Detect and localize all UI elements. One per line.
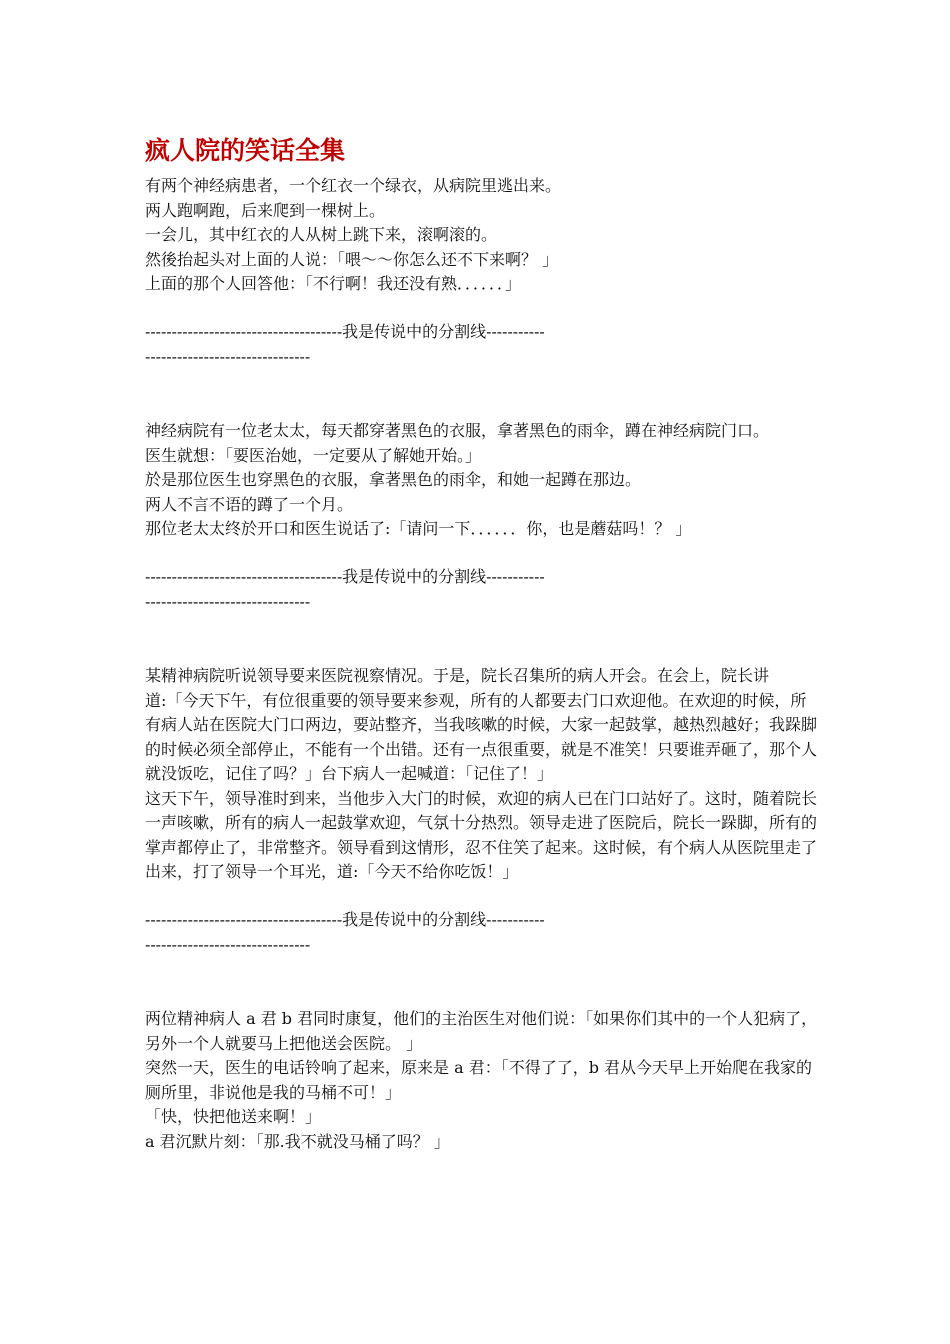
paragraph: 这天下午，领导准时到来，当他步入大门的时候，欢迎的病人已在门口站好了。这时，随着院长一声咳嗽，所有的病人一起鼓掌欢迎，气氛十分热烈。领导走进了医院后，院长一跺脚，所有的掌声都停止了，非常整齐。领导看到这情形，忍不住笑了起来。这时候，有个病人从医院里走了出来，打了领导一个耳光，道:「今天不给你吃饭！」 xyxy=(145,788,818,881)
paragraph: 那位老太太终於开口和医生说话了:「请问一下．．．．．．你，也是蘑菇吗！？ 」 xyxy=(145,519,692,538)
section-divider: -------------------------------------我是传说中的分割线------------------------------------------ xyxy=(145,324,545,366)
paragraph: 突然一天，医生的电话铃响了起来，原来是 a 君：「不得了了，b 君从今天早上开始爬在我家的厕所里，非说他是我的马桶不可！」 xyxy=(145,1058,813,1102)
blank-line xyxy=(145,542,820,567)
blank-line xyxy=(145,370,820,395)
section-divider: -------------------------------------我是传说中的分割线------------------------------------------ xyxy=(145,912,545,954)
paragraph: 然後抬起头对上面的人说：「喂～～你怎么还不下来啊？ 」 xyxy=(145,249,559,269)
paragraph: 神经病院有一位老太太，每天都穿著黑色的衣服，拿著黑色的雨伞，蹲在神经病院门口。 xyxy=(145,421,770,440)
paragraph: 於是那位医生也穿黑色的衣服，拿著黑色的雨伞，和她一起蹲在那边。 xyxy=(145,470,642,489)
joke-section-1 xyxy=(145,174,820,297)
paragraph: 上面的那个人回答他：「不行啊！我还没有熟．．．．．．」 xyxy=(145,274,522,293)
section-divider: -------------------------------------我是传说中的分割线------------------------------------------ xyxy=(145,569,545,611)
paragraph: a 君沉默片刻：「那.我不就没马桶了吗？ 」 xyxy=(145,1131,450,1151)
paragraph: 有两个神经病患者，一个红衣一个绿衣，从病院里逃出来。 xyxy=(145,176,562,195)
joke-section-4 xyxy=(145,1007,820,1154)
paragraph: 一会儿，其中红衣的人从树上跳下来，滚啊滚的。 xyxy=(145,225,498,244)
document-body xyxy=(145,132,820,1154)
paragraph: 两位精神病人 a 君 b 君同时康复，他们的主治医生对他们说：「如果你们其中的一个人犯病了，另外一个人就要马上把他送会医院。 」 xyxy=(145,1009,818,1053)
blank-line xyxy=(145,395,820,420)
paragraph: 「快，快把他送来啊！」 xyxy=(145,1107,322,1126)
blank-line xyxy=(145,885,820,910)
blank-line xyxy=(145,983,820,1008)
blank-line xyxy=(145,958,820,983)
document-title: 疯人院的笑话全集 xyxy=(145,136,346,165)
joke-section-2 xyxy=(145,419,820,542)
blank-line xyxy=(145,615,820,640)
paragraph: 某精神病院听说领导要来医院视察情况。于是，院长召集所的病人开会。在会上，院长讲 xyxy=(145,666,770,685)
paragraph: 两人跑啊跑，后来爬到一棵树上。 xyxy=(145,200,386,220)
joke-section-3 xyxy=(145,664,820,885)
paragraph: 道:「今天下午，有位很重要的领导要来参观，所有的人都要去门口欢迎他。在欢迎的时候，所有病人站在医院大门口两边，要站整齐，当我咳嗽的时候，大家一起鼓掌，越热烈越好；我跺脚的时候必须全部停止，不能有一个出错。还有一点很重要，就是不准笑！只要谁弄砸了，那个人就没饭吃，记住了吗？」台下病人一起喊道：「记住了！」 xyxy=(145,690,818,783)
paragraph: 医生就想：「要医治她，一定要从了解她开始。」 xyxy=(145,445,482,465)
paragraph: 两人不言不语的蹲了一个月。 xyxy=(145,494,354,514)
blank-line xyxy=(145,640,820,665)
blank-line xyxy=(145,297,820,322)
